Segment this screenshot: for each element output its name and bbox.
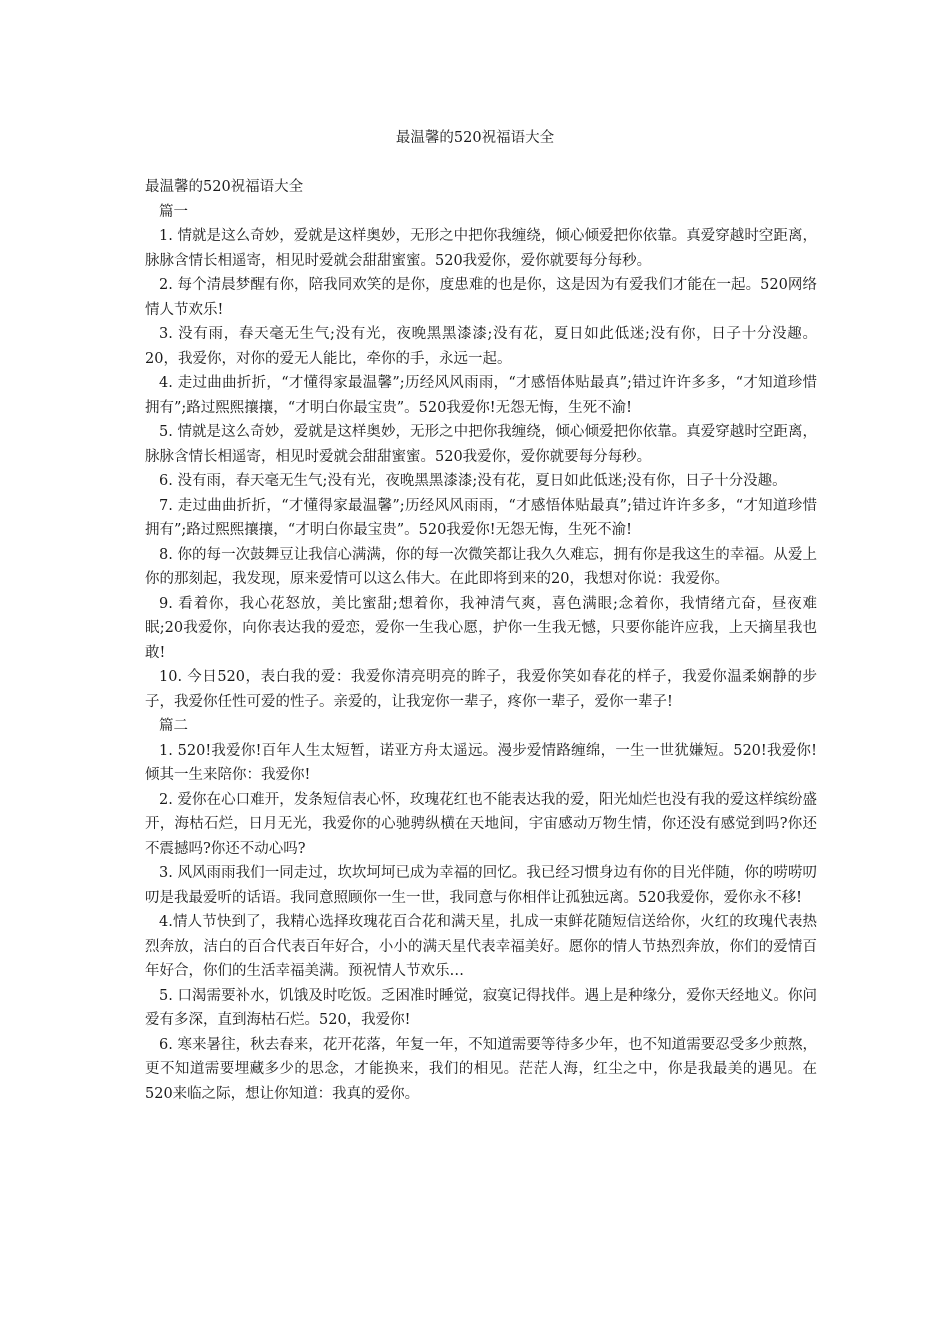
- section-label: 篇二: [159, 718, 188, 734]
- blessing-item: 6. 没有雨，春天毫无生气;没有光，夜晚黑黑漆漆;没有花，夏日如此低迷;没有你，日子十分没趣。: [159, 473, 787, 489]
- blessing-item: 7. 走过曲曲折折，“才懂得家最温馨”;历经风风雨雨，“才感悟体贴最真”;错过许许多多，“才知道珍惜拥有”;路过熙熙攘攘，“才明白你最宝贵”。520我爱你!无怨无悔，生死不渝!: [145, 497, 817, 538]
- blessing-item: 4.情人节快到了，我精心选择玫瑰花百合花和满天星，扎成一束鲜花随短信送给你，火红的玫瑰代表热烈奔放，洁白的百合代表百年好合，小小的满天星代表幸福美好。愿你的情人节热烈奔放，你们的爱情百年好合，你们的生活幸福美满。预祝情人节欢乐…: [145, 914, 817, 979]
- blessing-item: 6. 寒来暑往，秋去春来，花开花落，年复一年，不知道需要等待多少年，也不知道需要忍受多少煎熬，更不知道需要埋藏多少的思念，才能换来，我们的相见。茫茫人海，红尘之中，你是我最美的遇见。在520来临之际，想让你知道：我真的爱你。: [145, 1036, 817, 1102]
- document-body: [145, 175, 817, 1106]
- blessing-item: 5. 口渴需要补水，饥饿及时吃饭。乏困准时睡觉，寂寞记得找伴。遇上是种缘分，爱你天经地义。你问爱有多深，直到海枯石烂。520，我爱你!: [145, 987, 817, 1028]
- blessing-item: 3. 风风雨雨我们一同走过，坎坎坷坷已成为幸福的回忆。我已经习惯身边有你的目光伴随，你的唠唠叨叨是我最爱听的话语。我同意照顾你一生一世，我同意与你相伴让孤独远离。520我爱你，爱你永不移!: [145, 865, 817, 906]
- document-title: 最温馨的520祝福语大全: [395, 130, 555, 146]
- document-subtitle: 最温馨的520祝福语大全: [145, 179, 304, 195]
- blessing-item: 1. 情就是这么奇妙，爱就是这样奥妙，无形之中把你我缠绕，倾心倾爱把你依靠。真爱穿越时空距离，脉脉含情长相遥寄，相见时爱就会甜甜蜜蜜。520我爱你，爱你就要每分每秒。: [145, 228, 817, 269]
- blessing-item: 3. 没有雨，春天毫无生气;没有光，夜晚黑黑漆漆;没有花，夏日如此低迷;没有你，日子十分没趣。20，我爱你，对你的爱无人能比，牵你的手，永远一起。: [145, 326, 817, 367]
- blessing-item: 9. 看着你，我心花怒放，美比蜜甜;想着你，我神清气爽，喜色满眼;念着你，我情绪亢奋，昼夜难眠;20我爱你，向你表达我的爱恋，爱你一生我心愿，护你一生我无憾，只要你能许应我，上天摘星我也敢!: [145, 595, 817, 661]
- blessing-item: 1. 520!我爱你!百年人生太短暂，诺亚方舟太遥远。漫步爱情路缠绵，一生一世犹嫌短。520!我爱你!倾其一生来陪你：我爱你!: [145, 742, 817, 783]
- blessing-item: 5. 情就是这么奇妙，爱就是这样奥妙，无形之中把你我缠绕，倾心倾爱把你依靠。真爱穿越时空距离，脉脉含情长相遥寄，相见时爱就会甜甜蜜蜜。520我爱你，爱你就要每分每秒。: [145, 424, 817, 465]
- blessing-item: 8. 你的每一次鼓舞豆让我信心满满，你的每一次微笑都让我久久难忘，拥有你是我这生的幸福。从爱上你的那刻起，我发现，原来爱情可以这么伟大。在此即将到来的20，我想对你说：我爱你。: [145, 546, 817, 587]
- blessing-item: 2. 每个清晨梦醒有你，陪我同欢笑的是你，度患难的也是你，这是因为有爱我们才能在一起。520网络情人节欢乐!: [145, 277, 817, 318]
- blessing-item: 10. 今日520，表白我的爱：我爱你清亮明亮的眸子，我爱你笑如春花的样子，我爱你温柔娴静的步子，我爱你任性可爱的性子。亲爱的，让我宠你一辈子，疼你一辈子，爱你一辈子!: [145, 669, 817, 710]
- blessing-item: 4. 走过曲曲折折，“才懂得家最温馨”;历经风风雨雨，“才感悟体贴最真”;错过许许多多，“才知道珍惜拥有”;路过熙熙攘攘，“才明白你最宝贵”。520我爱你!无怨无悔，生死不渝!: [145, 375, 817, 416]
- blessing-item: 2. 爱你在心口难开，发条短信表心怀，玫瑰花红也不能表达我的爱，阳光灿烂也没有我的爱这样缤纷盛开，海枯石烂，日月无光，我爱你的心驰骋纵横在天地间，宇宙感动万物生情，你还没有感觉到吗?你还不震撼吗?你还不动心吗?: [145, 791, 817, 857]
- section-label: 篇一: [159, 203, 188, 220]
